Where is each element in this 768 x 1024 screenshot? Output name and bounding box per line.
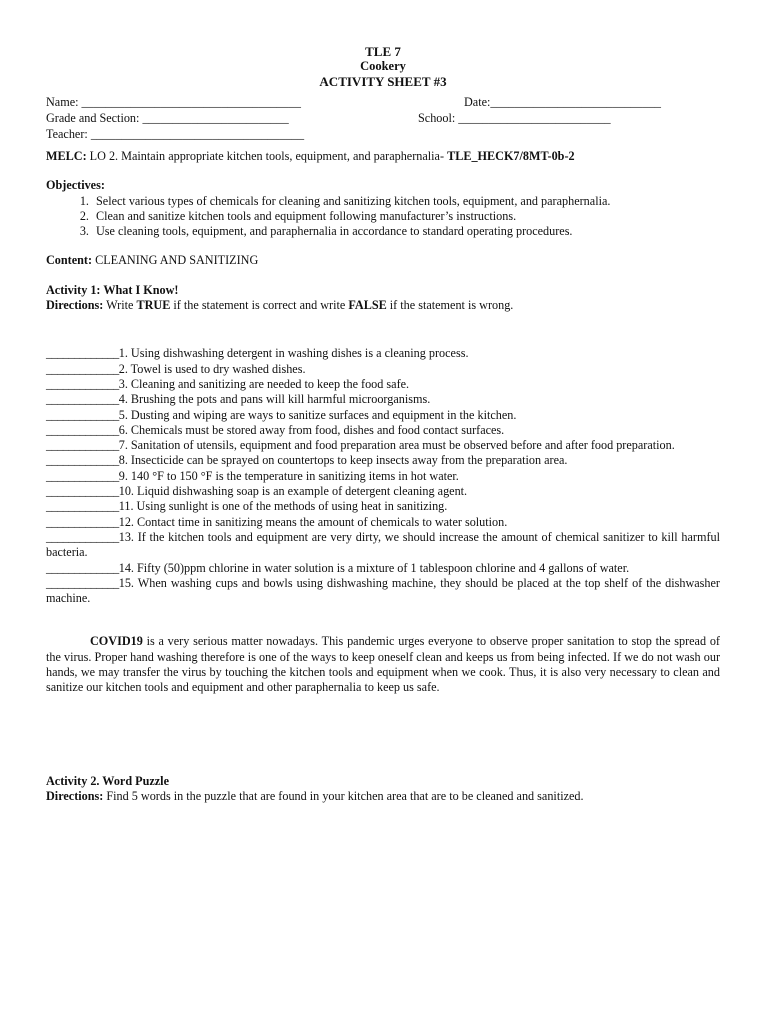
statement-text: 15. When washing cups and bowls using dishwashing machine, they should be placed at the top shelf of the dishwasher machine. [46, 575, 720, 606]
answer-blank[interactable]: _____________ [46, 484, 119, 499]
melc-label: MELC: [46, 149, 87, 163]
date-field[interactable]: Date:____________________________ [464, 95, 662, 109]
statement-text: 8. Insecticide can be sprayed on countertops to keep insects away from the preparation area. [118, 453, 568, 468]
school-field[interactable]: School: _________________________ [418, 111, 611, 125]
statement-text: 1. Using dishwashing detergent in washing dishes is a cleaning process. [118, 346, 469, 361]
true-false-item [46, 346, 720, 361]
content-label: Content: [46, 253, 93, 268]
covid-text: is a very serious matter nowadays. This pandemic urges everyone to observe proper sanitation to stop the spread of the virus. Proper hand washing therefore is one of the ways to keep oneself clean and keeps us from being infected. If we do not wash our hands, we may transfer the virus by touching the kitchen tools and equipment when we cook. Thus, it is also very necessary to clean and sanitize our kitchen tools and equipment and other paraphernalia to keep us safe. [46, 634, 720, 695]
statement-text: 13. If the kitchen tools and equipment are very dirty, we should increase the amount of chemical sanitizer to kill harmful bacteria. [46, 529, 720, 560]
answer-blank[interactable]: _____________ [46, 361, 119, 376]
answer-blank[interactable]: _____________ [46, 575, 119, 590]
course-title: Cookery [360, 59, 406, 73]
answer-blank[interactable]: _____________ [46, 392, 119, 407]
objectives-section [46, 178, 720, 239]
directions-text: if the statement is correct and write [170, 298, 349, 313]
objective-item: 3. Use cleaning tools, equipment, and paraphernalia in accordance to standard operating procedures. [92, 224, 720, 239]
statement-text: 9. 140 °F to 150 °F is the temperature in sanitizing items in hot water. [118, 468, 459, 483]
true-false-item [46, 377, 720, 392]
sheet-title: ACTIVITY SHEET #3 [319, 74, 447, 89]
melc-code: TLE_HECK7/8MT-0b-2 [447, 149, 575, 163]
directions-text: Write [103, 298, 137, 313]
content-line [46, 253, 720, 268]
answer-blank[interactable]: _____________ [46, 453, 119, 468]
statement-text: 7. Sanitation of utensils, equipment and food preparation area must be observed before and after food preparation. [118, 438, 675, 453]
false-word: FALSE [348, 298, 387, 313]
true-false-item [46, 423, 720, 438]
melc-line [46, 149, 720, 164]
activity1-directions [46, 298, 720, 313]
directions-label: Directions: [46, 298, 104, 313]
activity2-directions [46, 789, 720, 804]
answer-blank[interactable]: _____________ [46, 346, 119, 361]
covid-paragraph [46, 634, 720, 695]
activity2-title: Activity 2. Word Puzzle [46, 773, 169, 788]
true-false-item [46, 515, 720, 530]
true-false-item [46, 530, 720, 561]
statement-text: 6. Chemicals must be stored away from food, dishes and food contact surfaces. [118, 422, 505, 437]
student-info-fields [46, 95, 720, 143]
activity-sheet-page [46, 44, 720, 804]
subject-title: TLE 7 [365, 44, 401, 59]
activity2-section [46, 774, 720, 805]
sheet-header [46, 44, 720, 89]
true-false-item [46, 438, 720, 453]
grade-section-field[interactable]: Grade and Section: ________________________ [46, 111, 289, 125]
statement-text: 11. Using sunlight is one of the methods of using heat in sanitizing. [118, 499, 448, 514]
statement-text: 5. Dusting and wiping are ways to sanitize surfaces and equipment in the kitchen. [118, 407, 517, 422]
statement-text: 2. Towel is used to dry washed dishes. [118, 361, 306, 376]
true-false-item [46, 576, 720, 607]
activity1-title: Activity 1: What I Know! [46, 282, 179, 297]
true-false-item [46, 499, 720, 514]
melc-text: LO 2. Maintain appropriate kitchen tools, equipment, and paraphernalia- [86, 149, 448, 163]
true-false-items [46, 346, 720, 606]
objectives-list [46, 194, 720, 240]
answer-blank[interactable]: _____________ [46, 438, 119, 453]
directions-text: if the statement is wrong. [386, 298, 514, 313]
answer-blank[interactable]: _____________ [46, 529, 119, 544]
statement-text: 10. Liquid dishwashing soap is an example of detergent cleaning agent. [118, 484, 468, 499]
teacher-field[interactable]: Teacher: ___________________________________ [46, 127, 305, 141]
true-false-item [46, 392, 720, 407]
content-text: CLEANING AND SANITIZING [92, 253, 259, 268]
answer-blank[interactable]: _____________ [46, 499, 119, 514]
answer-blank[interactable]: _____________ [46, 376, 119, 391]
directions-text: Find 5 words in the puzzle that are found in your kitchen area that are to be cleaned and sanitized. [103, 788, 584, 803]
answer-blank[interactable]: _____________ [46, 422, 119, 437]
true-false-item [46, 453, 720, 468]
name-field[interactable]: Name: ____________________________________ [46, 95, 301, 109]
true-false-item [46, 408, 720, 423]
objective-item: 2. Clean and sanitize kitchen tools and equipment following manufacturer’s instructions. [92, 209, 720, 224]
objectives-label: Objectives: [46, 178, 105, 193]
answer-blank[interactable]: _____________ [46, 560, 119, 575]
directions-label: Directions: [46, 788, 104, 803]
answer-blank[interactable]: _____________ [46, 514, 119, 529]
answer-blank[interactable]: _____________ [46, 468, 119, 483]
statement-text: 14. Fifty (50)ppm chlorine in water solution is a mixture of 1 tablespoon chlorine and 4 gallons of water. [118, 560, 630, 575]
true-false-item [46, 362, 720, 377]
true-word: TRUE [136, 298, 171, 313]
statement-text: 12. Contact time in sanitizing means the amount of chemicals to water solution. [118, 514, 508, 529]
covid-bold: COVID19 [90, 634, 143, 649]
answer-blank[interactable]: _____________ [46, 407, 119, 422]
true-false-item [46, 484, 720, 499]
true-false-item [46, 469, 720, 484]
true-false-item [46, 561, 720, 576]
activity1-section [46, 283, 720, 607]
objective-item: 1. Select various types of chemicals for cleaning and sanitizing kitchen tools, equipment, and paraphernalia. [92, 194, 720, 209]
statement-text: 3. Cleaning and sanitizing are needed to keep the food safe. [118, 376, 410, 391]
statement-text: 4. Brushing the pots and pans will kill harmful microorganisms. [118, 392, 431, 407]
